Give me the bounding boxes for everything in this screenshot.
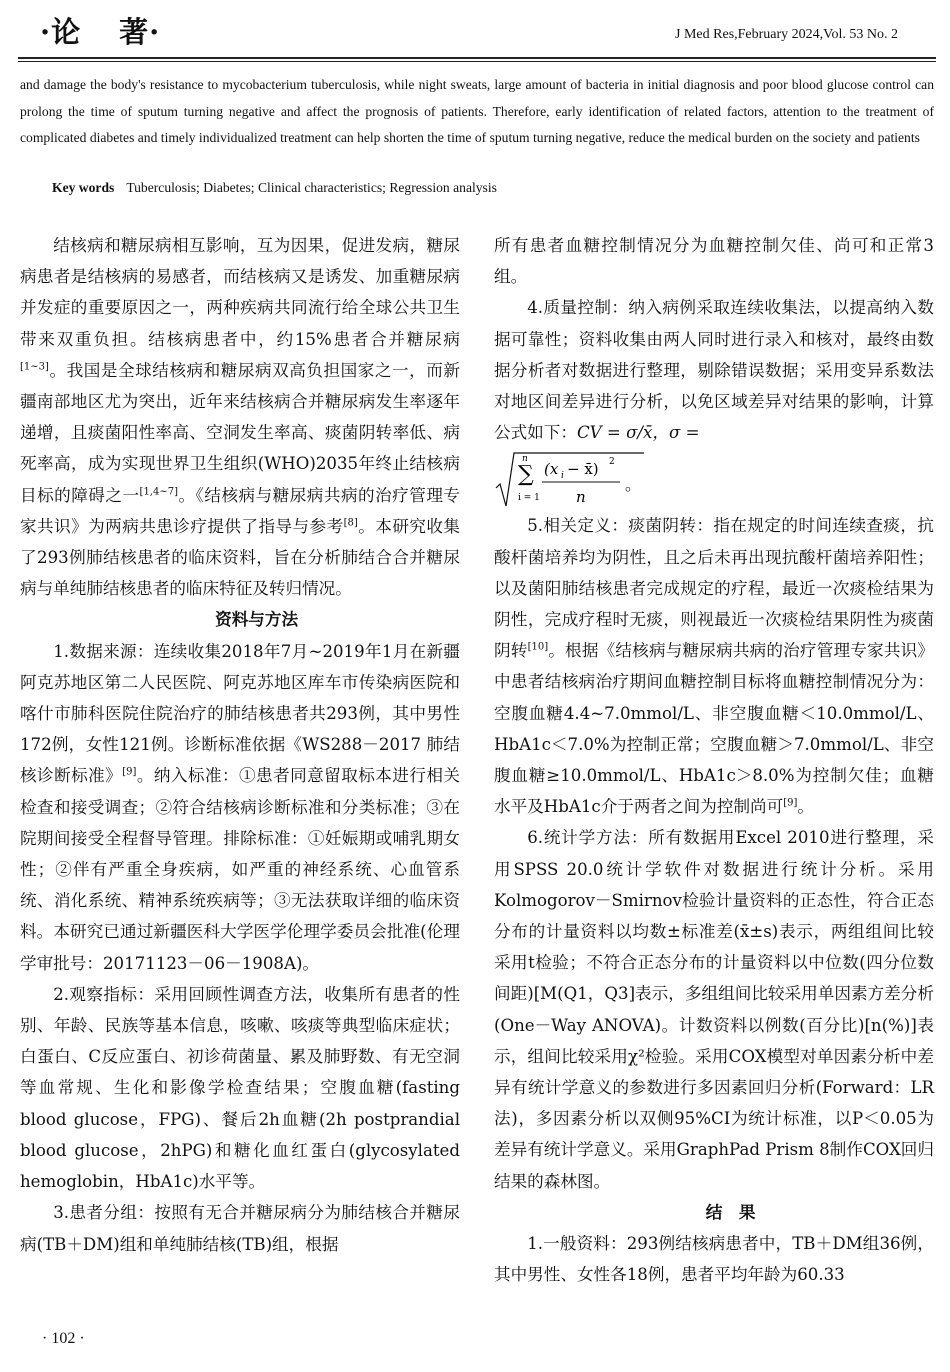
section-tag [40,10,160,51]
methods-heading: 资料与方法 [215,609,299,630]
page-header [0,0,950,58]
svg-text:(x: (x [544,460,559,479]
methods-data-source: 1.数据来源：连续收集2018年7月~2019年1月在新疆阿克苏地区第二人民医院、阿克苏地区库车市传染病医院和喀什市肺科医院住院治疗的肺结核患者共293例，其中男性172例，女性121例。诊断标准依据《WS288－2017 肺结核诊断标准》[9]。纳入标准：①患者同意留取标本进行相关检查和接受调查；②符合结核病诊断标准和分类标准；③在院期间接受全程督导管理。排除标准：①妊娠期或哺乳期女性；②伴有严重全身疾病，如严重的神经系统、心血管系统、消化系统、精神系统疾病等；③无法获取详细的临床资料。本研究已通过新疆医科大学医学伦理学委员会批准(伦理学审批号：20171123－06－1908A)。 [20,641,461,973]
results-general: 1.一般资料：293例结核病患者中，TB＋DM组36例，其中男性、女性各18例，患者平均年龄为60.33 [494,1234,934,1285]
journal-citation: J Med Res,February 2024,Vol. 53 No. 2 [675,27,898,42]
keywords-text: Tuberculosis; Diabetes; Clinical characteristics; Regression analysis [126,180,497,195]
svg-text:n: n [576,488,586,507]
right-column [494,230,934,1291]
svg-text:∑: ∑ [518,462,534,488]
citation: [1~3] [20,361,49,373]
sigma-formula-graphic [494,450,654,510]
citation: [1,4~7] [139,486,178,498]
methods-quality-control: 4.质量控制：纳入病例采取连续收集法，以提高纳入数据可靠性；资料收集由两人同时进行录入和核对，最终由数据分析者对数据进行整理，剔除错误数据；采用变异系数法对地区间差异进行分析，以免区域差异对结果的影响，计算公式如下：CV = σ/x̄，σ = [494,298,934,443]
svg-text:2: 2 [609,457,615,468]
citation: [9] [122,766,137,778]
methods-definitions: 5.相关定义：痰菌阴转：指在规定的时间连续查痰，抗酸杆菌培养均为阴性，且之后未再出现抗酸杆菌培养阳性；以及菌阳肺结核患者完成规定的疗程，最近一次痰检结果为阴性，完成疗程时无痰，则视最近一次痰检结果阴性为痰菌阴转[10]。根据《结核病与糖尿病共病的治疗管理专家共识》中患者结核病治疗期间血糖控制目标将血糖控制情况分为：空腹血糖4.4~7.0mmol/L、非空腹血糖＜10.0mmol/L、HbA1c＜7.0%为控制正常；空腹血糖＞7.0mmol/L、非空腹血糖≥10.0mmol/L、HbA1c＞8.0%为控制欠佳；血糖水平及HbA1c介于两者之间为控制尚可[9]。 [494,516,935,817]
section-tag-char1: ·论 [40,15,82,49]
svg-text:i: i [561,471,564,482]
results-heading: 结 果 [705,1201,756,1222]
keywords [52,180,497,196]
methods-statistics: 6.统计学方法：所有数据用Excel 2010进行整理，采用SPSS 20.0统计学软件对数据进行统计分析。采用Kolmogorov－Smirnov检验计量资料的正态性，符合正态分布的计量资料以均数±标准差(x̄±s)表示，两组组间比较采用t检验；不符合正态分布的计量资料以中位数(四分位数间距)[M(Q1，Q3]表示，多组组间比较采用单因素方差分析(One－Way ANOVA)。计数资料以例数(百分比)[n(%)]表示，组间比较采用χ²检验。采用COX模型对单因素分析中差异有统计学意义的参数进行多因素回归分析(Forward：LR法)，多因素分析以双侧95%CI为统计标准，以P＜0.05为差异有统计学意义。采用GraphPad Prism 8制作COX回归结果的森林图。 [494,828,934,1191]
svg-text:n: n [522,454,528,465]
intro-paragraph: 结核病和糖尿病相互影响，互为因果，促进发病，糖尿病患者是结核病的易感者，而结核病又是诱发、加重糖尿病并发症的重要原因之一，两种疾病共同流行给全球公共卫生带来双重负担。结核病患者中，约15%患者合并糖尿病[1~3]。我国是全球结核病和糖尿病双高负担国家之一，而新疆南部地区尤为突出，近年来结核病合并糖尿病发生率逐年递增，且痰菌阳性率高、空洞发生率高、痰菌阴转率低、病死率高，成为实现世界卫生组织(WHO)2035年终止结核病目标的障碍之一[1,4~7]。《结核病与糖尿病共病的治疗管理专家共识》为两病共患诊疗提供了指导与参考[8]。本研究收集了293例肺结核患者的临床资料，旨在分析肺结合合并糖尿病与单纯肺结核患者的临床特征及转归情况。 [20,236,461,599]
left-column [20,230,460,1260]
methods-grouping-cont: 所有患者血糖控制情况分为血糖控制欠佳、尚可和正常3组。 [494,236,934,287]
svg-text:。: 。 [625,475,642,495]
sigma-formula [494,448,934,510]
cv-formula: CV = σ/x̄，σ = [576,423,700,443]
citation: [8] [343,517,358,529]
page-number: · 102 · [42,1330,85,1347]
header-rule-thin [18,61,936,62]
section-tag-char2: 著· [119,15,161,49]
svg-text:− x̄): − x̄) [567,460,599,479]
citation: [10] [527,641,549,653]
svg-text:i = 1: i = 1 [518,493,540,504]
abstract-continuation: and damage the body's resistance to mycobacterium tuberculosis, while night sweats, large amount of bacteria in initial diagnosis and poor blood glucose control can prolong the time of sputum turning negative and affect the prognosis of patients. Therefore, early identification of related factors, attention to the treatment of complicated diabetes and timely individualized treatment can help shorten the time of sputum turning negative, reduce the medical burden on the society and patients [20,77,934,145]
methods-grouping: 3.患者分组：按照有无合并糖尿病分为肺结核合并糖尿病(TB＋DM)组和单纯肺结核(TB)组，根据 [20,1203,460,1254]
methods-indicators: 2.观察指标：采用回顾性调查方法，收集所有患者的性别、年龄、民族等基本信息，咳嗽、咳痰等典型临床症状；白蛋白、C反应蛋白、初诊荷菌量、累及肺野数、有无空洞等血常规、生化和影像学检查结果；空腹血糖(fasting blood glucose，FPG)、餐后2h血糖(2h postprandial blood glucose，2hPG)和糖化血红蛋白(glycosylated hemoglobin，HbA1c)水平等。 [20,984,460,1192]
header-rule [18,57,936,59]
keywords-label: Key words [52,180,115,195]
citation: [9] [783,797,798,809]
